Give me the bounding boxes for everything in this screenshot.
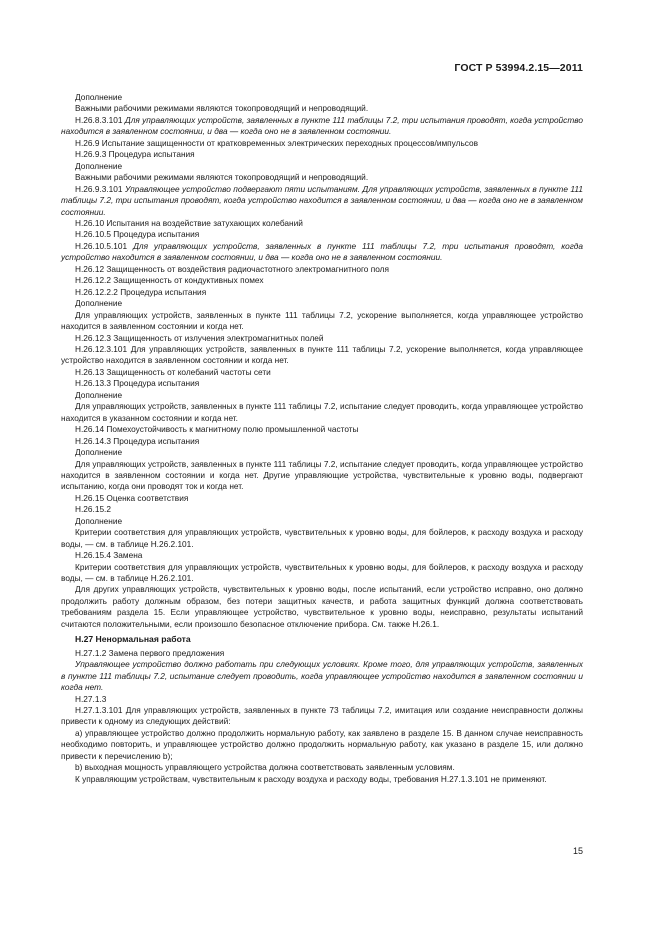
section-heading: Н.26.10.5 Процедура испытания (75, 229, 200, 240)
section-heading: Н.26.12.2 Защищенность от кондуктивных помех (75, 275, 264, 286)
paragraph: Н.26.12.3.101 Для управляющих устройств, заявленных в пункте 111 таблицы 7.2, ускорение выполняется, когда управляющее устройство находится в заявленном состоянии и когда нет. (61, 343, 583, 366)
paragraph: Для управляющих устройств, заявленных в пункте 111 таблицы 7.2, испытание следует проводить, когда управляющее устройство находится в заявленном состоянии и когда нет. Другие управляющие устройства, чувствительные к уровню воды, подвергают испытанию, когда они проводят ток и когда нет. (61, 458, 583, 492)
paragraph: Дополнение (75, 160, 123, 171)
paragraph (61, 184, 583, 218)
paragraph: Дополнение (75, 92, 123, 102)
paragraph: Критерии соответствия для управляющих устройств, чувствительных к уровню воды, для бойлеров, к расходу воздуха и расходу воды, — см. в таблице Н.26.2.101. (61, 561, 583, 584)
paragraph: Для управляющих устройств, заявленных в пункте 111 таблицы 7.2, испытание следует проводить, когда управляющее устройство находится в указанном состоянии и когда нет. (61, 401, 583, 423)
paragraph: Важными рабочими режимами являются токопроводящий и непроводящий. (75, 103, 369, 114)
section-heading: Н.26.10 Испытания на воздействие затухающих колебаний (75, 217, 303, 228)
list-item: b) выходная мощность управляющего устройства должна соответствовать заявленным условиям. (75, 762, 455, 773)
section-heading: Н.26.9 Испытание защищенности от кратковременных электрических переходных процессов/импульсов (75, 137, 479, 148)
section-heading: Н.27.1.3 (75, 693, 107, 704)
clause-number: Н.26.9.3.101 (75, 183, 123, 194)
section-title: Н.27 Ненормальная работа (75, 634, 191, 645)
clause-text: Управляющее устройство подвергают пяти испытаниям. Для управляющих устройств, заявленных в пункте 111 таблицы 7.2, три испытания проводят, когда устройство находится в заявленном состоянии, и два — когда оно не в заявленном состоянии. (61, 183, 583, 217)
document-body (61, 92, 583, 785)
document-header: ГОСТ Р 53994.2.15—2011 (454, 62, 583, 74)
paragraph: Для управляющих устройств, заявленных в пункте 111 таблицы 7.2, ускорение выполняется, когда управляющее устройство находится в заявленном состоянии и когда нет. (61, 309, 583, 332)
clause-text: Для управляющих устройств, заявленных в пункте 111 таблицы 7.2, три испытания проводят, когда устройство находится в заявленном состоянии, и два — когда оно не в заявленном состоянии. (61, 114, 583, 137)
clause-number: Н.26.10.5.101 (75, 240, 128, 251)
paragraph: Важными рабочими режимами являются токопроводящий и непроводящий. (75, 172, 369, 183)
paragraph: К управляющим устройствам, чувствительным к расходу воздуха и расходу воды, требования Н.27.1.3.101 не применяют. (75, 773, 547, 784)
section-heading: Н.26.12.3 Защищенность от излучения электромагнитных полей (75, 332, 324, 343)
clause-text: Для управляющих устройств, заявленных в пункте 111 таблицы 7.2, три испытания проводят, когда устройство находится в заявленном состоянии, и два — когда оно не в заявленном состоянии. (61, 240, 583, 263)
paragraph: Управляющее устройство должно работать при следующих условиях. Кроме того, для управляющих устройств, заявленных в пункте 111 таблицы 7.2, испытание следует проводить, когда управляющее устройство находится в заявленном состоянии и когда нет. (61, 659, 583, 693)
section-heading: Н.26.15.4 Замена (75, 550, 143, 561)
section-heading: Н.26.13.3 Процедура испытания (75, 378, 200, 389)
section-heading: Н.26.9.3 Процедура испытания (75, 149, 195, 160)
paragraph: Дополнение (75, 515, 123, 526)
paragraph (61, 115, 583, 138)
list-item: a) управляющее устройство должно продолжить нормальную работу, как заявлено в разделе 15. В данном случае неисправность необходимо повторить, и управляющее устройство должно продолжить нормальную работу, как указано в разделе 15, или должно привести к перечислению b); (61, 727, 583, 761)
section-heading: Н.26.13 Защищенность от колебаний частоты сети (75, 366, 271, 377)
paragraph: Дополнение (75, 298, 123, 309)
section-heading: Н.26.14 Помехоустойчивость к магнитному полю промышленной частоты (75, 424, 359, 435)
section-heading: Н.26.15.2 (75, 504, 111, 515)
paragraph (61, 241, 583, 264)
paragraph: Для других управляющих устройств, чувствительных к уровню воды, после испытаний, если устройство исправно, оно должно продолжить работу должным образом, без потери защитных качеств, и работа защитных функций должна соответствовать требованиям раздела 15. Если управляющее устройство, чувствительное к уровню воды, неисправно, результаты испытаний считаются положительными, если произошло безопасное отключение прибора. См. также Н.26.1. (61, 584, 583, 629)
clause-number: Н.26.8.3.101 (75, 114, 123, 125)
section-heading: Н.26.15 Оценка соответствия (75, 492, 189, 503)
paragraph: Н.27.1.3.101 Для управляющих устройств, заявленных в пункте 73 таблицы 7.2, имитация или создание неисправности должны привести к одному из следующих действий: (61, 705, 583, 727)
paragraph: Дополнение (75, 389, 123, 400)
paragraph: Дополнение (75, 447, 123, 458)
page-number: 15 (572, 846, 583, 856)
section-heading: Н.27.1.2 Замена первого предложения (75, 647, 225, 658)
section-heading: Н.26.12.2.2 Процедура испытания (75, 286, 207, 297)
section-heading: Н.26.14.3 Процедура испытания (75, 435, 200, 446)
section-heading: Н.26.12 Защищенность от воздействия радиочастотного электромагнитного поля (75, 263, 389, 274)
paragraph: Критерии соответствия для управляющих устройств, чувствительных к уровню воды, для бойлеров, к расходу воздуха и расходу воды, — см. в таблице Н.26.2.101. (61, 527, 583, 549)
